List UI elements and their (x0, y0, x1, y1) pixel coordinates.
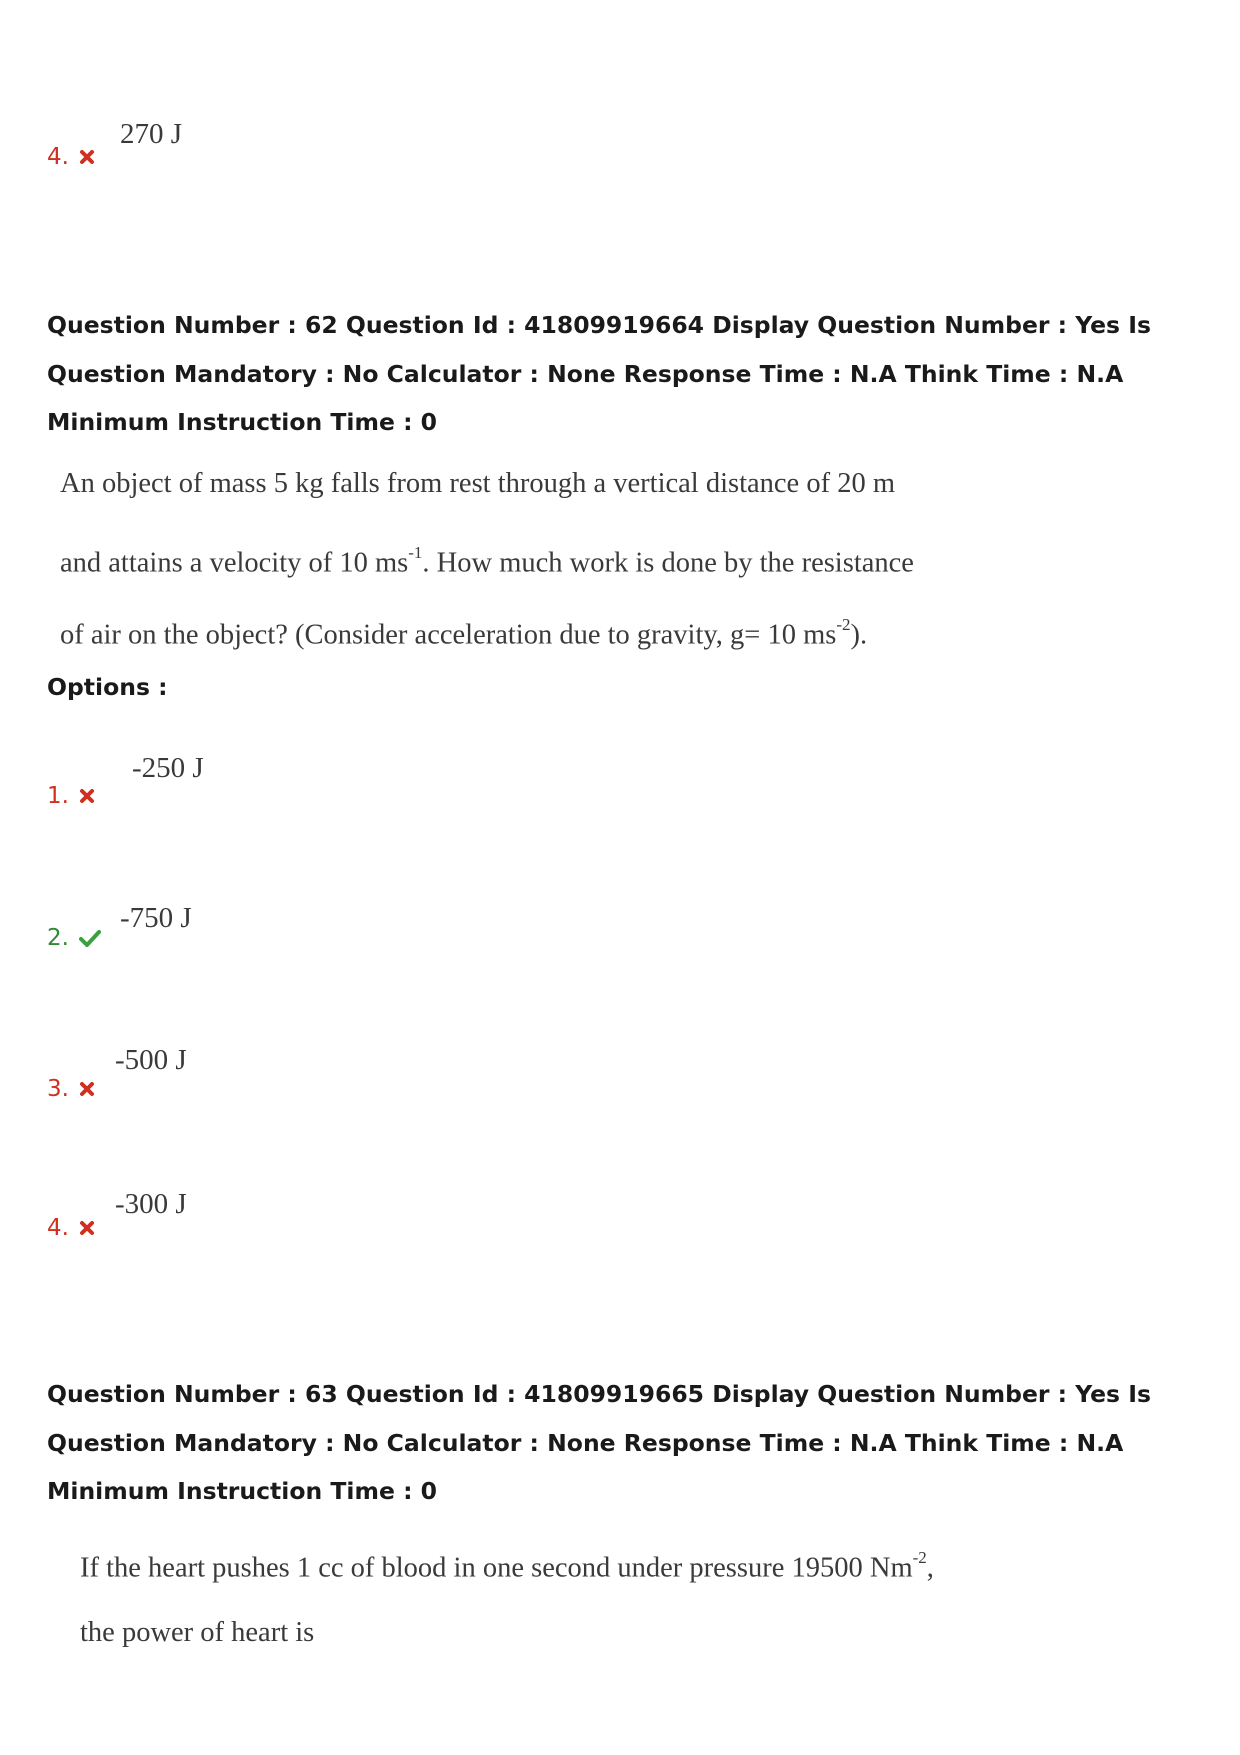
cross-icon (79, 1220, 95, 1236)
question-62-body-line-2: and attains a velocity of 10 $ms^{-1}$. How much work is done by the resistance (60, 543, 914, 579)
option-2-value: -750 J (120, 902, 192, 934)
option-number: 4. (47, 144, 69, 170)
option-1-value: -250 J (132, 752, 204, 784)
option-number: 1. (47, 783, 69, 809)
option-number: 3. (47, 1076, 69, 1102)
question-63-header: Question Number : 63 Question Id : 41809919665 Display Question Number : Yes Is Question Mandatory : No Calculator : None Response Time : N.A Think Time : N.A Minimum Instruction Time : 0 (47, 1380, 1151, 1505)
question-63-body-line-1: If the heart pushes 1 cc of blood in one second under pressure 19500 $Nm^{-2}$, (80, 1548, 934, 1584)
cross-icon (79, 149, 95, 165)
option-3-marker (47, 1075, 95, 1103)
check-icon (79, 929, 101, 947)
option-4-marker (47, 1214, 95, 1242)
option-number: 4. (47, 1215, 69, 1241)
cross-icon (79, 1081, 95, 1097)
question-63-body-line-2: the power of heart is (80, 1617, 315, 1648)
option-2-marker (47, 924, 101, 952)
option-number: 2. (47, 925, 69, 951)
option-3-value: -500 J (115, 1044, 187, 1076)
prev-option-4-marker (47, 143, 95, 171)
question-62-body-line-1: An object of mass 5 kg falls from rest through a vertical distance of 20 m (60, 468, 895, 499)
option-1-marker (47, 782, 95, 810)
prev-option-4-value: 270 J (120, 118, 183, 150)
question-62-body-line-3: of air on the object? (Consider acceleration due to gravity, g= 10 $ms^{-2}$). (60, 615, 868, 651)
options-label: Options : (47, 673, 168, 701)
option-4-value: -300 J (115, 1188, 187, 1220)
question-62-header: Question Number : 62 Question Id : 41809919664 Display Question Number : Yes Is Question Mandatory : No Calculator : None Response Time : N.A Think Time : N.A Minimum Instruction Time : 0 (47, 311, 1151, 436)
cross-icon (79, 788, 95, 804)
